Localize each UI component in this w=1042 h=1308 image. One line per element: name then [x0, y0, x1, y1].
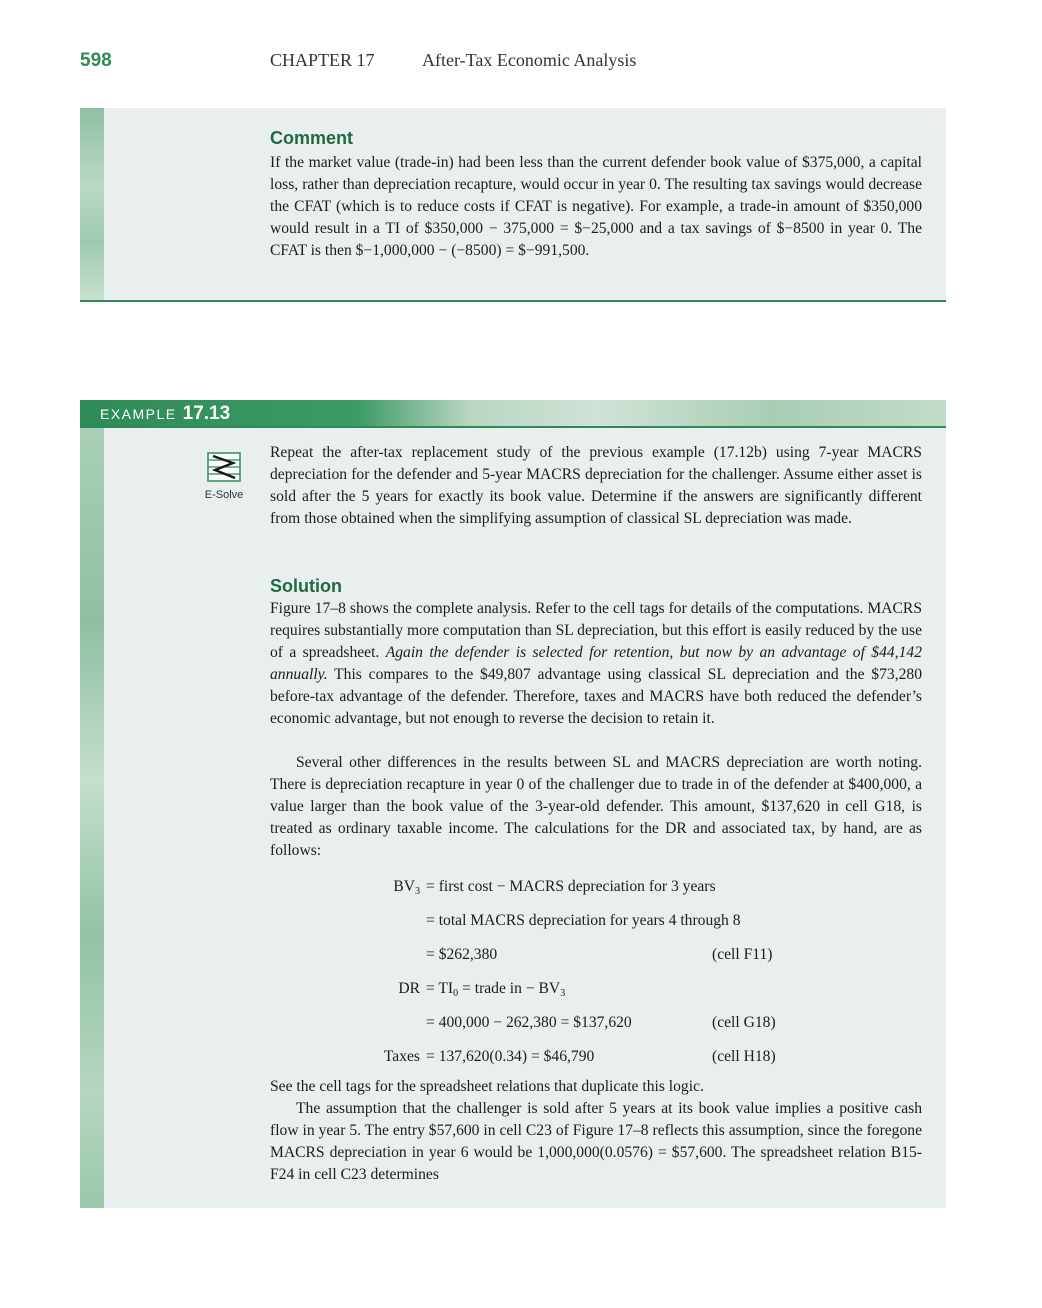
solution-paragraph: The assumption that the challenger is sold after 5 years at its book value implies a positive cash flow in year 5. The entry $57,600 in cell C23 of Figure 17–8 reflects this assumption, since the foregone MACRS depreciation in year 6 would be 1,000,000(0.0576) = $57,600. The spreadsheet relation B15-F24 in cell C23 determines: [270, 1100, 922, 1183]
comment-text: If the market value (trade-in) had been less than the current defender book value of $375,000, a capital loss, rather than depreciation recapture, would occur in year 0. The resulting tax savings would decrease the CFAT (which is to reduce costs if CFAT is negative). For example, a trade-in amount of $350,000 would result in a TI of $350,000 − 375,000 = $−25,000 and a tax savings of $−8500 in year 0. The CFAT is then $−1,000,000 − (−8500) = $−991,500.: [270, 154, 922, 259]
paragraph-text: This compares to the $49,807 advantage using classical SL depreciation and the $73,280 before-tax advantage of the defender. Therefore, taxes and MACRS have both reduced the defender’s economic advantage, but not enough to reverse the decision to retain it.: [270, 666, 922, 727]
page-number: 598: [80, 50, 112, 71]
equation-rhs: = 137,620(0.34) = $46,790: [426, 1048, 595, 1065]
equation-lhs: DR: [398, 980, 420, 997]
example-label: [100, 403, 230, 425]
example-box: [80, 400, 946, 1208]
esolve-icon: [207, 452, 241, 482]
equation-rhs: = first cost − MACRS depreciation for 3 years: [426, 878, 716, 895]
example-number: 17.13: [182, 403, 231, 424]
equation-rhs: = $262,380: [426, 946, 498, 963]
comment-title: Comment: [270, 128, 354, 148]
cell-reference: (cell G18): [712, 1014, 776, 1031]
solution-paragraph: See the cell tags for the spreadsheet relations that duplicate this logic.: [270, 1078, 704, 1095]
equation-lhs: Taxes: [383, 1048, 420, 1065]
solution-title: Solution: [270, 576, 342, 596]
equation-rhs: = 400,000 − 262,380 = $137,620: [426, 1014, 632, 1031]
example-word: EXAMPLE: [100, 406, 177, 422]
equation-rhs: = total MACRS depreciation for years 4 through 8: [426, 912, 741, 929]
example-header-bar: [80, 400, 946, 428]
solution-paragraph: [270, 598, 922, 730]
equation-lhs: $BV_3$: [393, 878, 420, 897]
chapter-title: After-Tax Economic Analysis: [422, 50, 637, 70]
paragraph-text: Figure 17–8 shows the complete analysis. Refer to the cell tags for details of the computations. MACRS requires substantially more computation than SL depreciation, but this effort is easily reduced by the use of a spreadsheet.: [270, 600, 922, 661]
comment-box: [80, 108, 946, 302]
solution-paragraph: Several other differences in the results between SL and MACRS depreciation are worth noting. There is depreciation recapture in year 0 of the challenger due to trade in of the defender at $400,000, a value larger than the book value of the 3-year-old defender. This amount, $137,620 in cell G18, is treated as ordinary taxable income. The calculations for the DR and associated tax, by hand, are as follows:: [270, 754, 922, 859]
esolve-label: E-Solve: [204, 489, 244, 501]
decorative-strip: [80, 428, 104, 1208]
decorative-strip: [80, 108, 104, 300]
cell-reference: (cell F11): [712, 946, 773, 963]
problem-statement: Repeat the after-tax replacement study of the previous example (17.12b) using 7-year MACRS depreciation for the defender and 5-year MACRS depreciation for the challenger. Assume either asset is sold after the 5 years for exactly its book value. Determine if the answers are significantly different from those obtained when the simplifying assumption of classical SL depreciation was made.: [270, 444, 922, 527]
equation-rhs: = $TI_0$ = trade in − $BV_3$: [426, 980, 566, 999]
esolve-badge: [202, 452, 246, 501]
cell-reference: (cell H18): [712, 1048, 776, 1065]
chapter-label: CHAPTER 17: [270, 50, 375, 70]
running-head: [270, 50, 636, 71]
emphasized-text: Again the defender is selected for retention, but now by an advantage of $44,142 annually.: [270, 644, 922, 683]
